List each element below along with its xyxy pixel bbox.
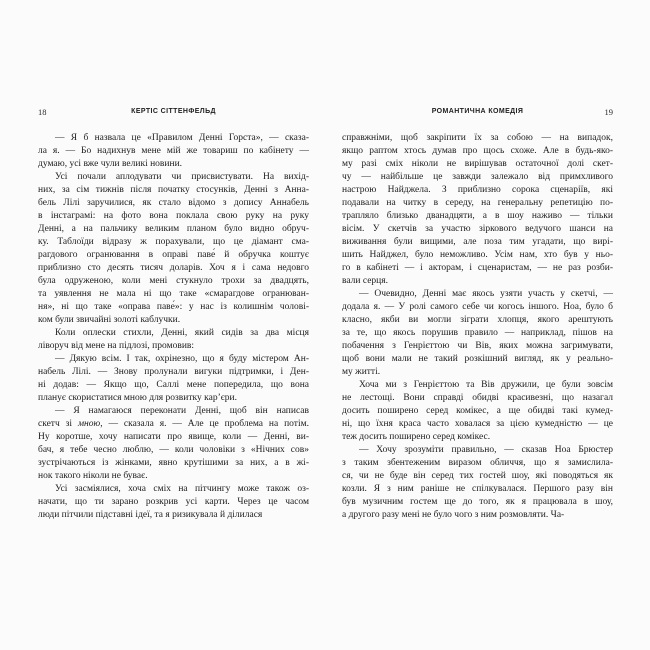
text-line: ла я. — Бо надихнув мене мій же товариш по кабінету — <box>38 146 309 156</box>
text-line: — Я б назвала це «Правилом Денні Горста», — сказа- <box>55 133 309 143</box>
text-line: люди пітчили підставні ідеї, та я ризикувала й ділилася <box>38 510 263 520</box>
text-line: трапляло близько дванадцяти, а в шоу наживо — тільки <box>342 211 613 221</box>
text-line: ся, чи не буде він серед тих гостей шоу, які поводяться як <box>342 471 613 481</box>
text-line: досить поширено серед комікес, а ще обидві такі кумед- <box>342 406 613 416</box>
text-line: Хоча ми з Генрієттою та Вів дружили, це були зовсім <box>359 380 613 390</box>
text-line: не лестощі. Вони справді обидві красивезні, що назагал <box>342 393 613 403</box>
text-line: ку. Таблоїди відразу ж порахували, що це діамант сма- <box>38 237 309 247</box>
text-line: зустрічаються із жінками, явно крутішими за них, а в жі- <box>38 458 309 468</box>
text-line: була одруженою, коли мені стукнуло трохи за двадцять, <box>38 276 309 286</box>
text-line: нок такого ніколи не буває. <box>38 471 148 481</box>
page-body-right <box>342 132 613 522</box>
text-line: побачення з Генрієттою чи Вів, яких можна загримувати, <box>342 341 613 351</box>
text-line: ня», ні що таке «оправа паве́»: у нас із колишнім чолові- <box>38 302 309 312</box>
text-line: ліворуч від мене на підлозі, промовив: <box>38 341 195 351</box>
text-line: бач, я тебе чесно люблю, — коли чоловіки з «Нічних сов» <box>38 445 309 455</box>
text-line: вісім. У скетчів за участю зіркового ведучого шанси на <box>342 224 613 234</box>
text-line: козли. Я з ним раніше не спілкувалася. Першого разу він <box>342 484 613 494</box>
text-line: — Очевидно, Денні має якось узяти участь у скетчі, — <box>359 289 613 299</box>
text-line: щоб вони мали не такий розкішний вигляд, як у реально- <box>342 354 613 364</box>
text-line: чу — найбільше це завжди залежало від примхливого <box>342 172 613 182</box>
text-line: та уявлення не мала ні що таке «смарагдове огранюван- <box>38 289 309 299</box>
text-line: набель Лілі. — Знову пролунали вигуки підтримки, і Ден- <box>38 367 309 377</box>
text-line: — Хочу зрозуміти правильно, — сказав Ноа Брюстер <box>359 445 613 455</box>
text-line: Усі почали аплодувати чи присвистувати. На вихід- <box>55 172 309 182</box>
text-line: — Дякую всім. І так, охрінезно, що я буду містером Ан- <box>55 354 309 364</box>
text-line: якщо раптом хтось думав про щось схоже. Але в будь-яко- <box>342 146 613 156</box>
text-line: подавали на читку в середу, на генеральну репетицію по- <box>342 198 613 208</box>
text-line: з таким збентеженим виразом обличчя, що я замислила- <box>342 458 613 468</box>
text-line: ком були звичайні золоті каблучки. <box>38 315 181 325</box>
text-line: а другого разу мені не було чого з ним розмовляти. Ча- <box>342 510 565 520</box>
book-page-right <box>342 0 613 650</box>
text-line: шить Найджел, було неможливо. Усім нам, хто був у ньо- <box>342 250 613 260</box>
text-line: за те, що якось порушив правило — наприклад, пішов на <box>342 328 613 338</box>
text-line: класно, якби ви могли зіграти хлопця, якого арештують <box>342 315 613 325</box>
text-line: го в кабінеті — і акторам, і сценаристам, — не раз розби- <box>342 263 613 273</box>
page-number-left: 18 <box>38 107 47 117</box>
text-line: бель Лілі заручилися, як стало відомо з допису Аннабель <box>38 198 309 208</box>
text-line: них, за сім тижнів після початку стосунків, Денні з Анна- <box>38 185 309 195</box>
text-line: рагдового огранювання в оправі паве́ й обручка коштує <box>38 250 309 260</box>
running-header-right: РОМАНТИЧНА КОМЕДІЯ <box>431 108 524 115</box>
page-body-left <box>38 132 309 522</box>
text-line: виживання були вищими, але поза тим угадати, що вирі- <box>342 237 613 247</box>
text-line: був музичним гостем ще до того, як я працювала в шоу, <box>342 497 613 507</box>
text-line: му житті. <box>342 367 381 377</box>
text-line: — Я намагаюся переконати Денні, щоб він написав <box>55 406 309 416</box>
page-header-right <box>342 108 613 120</box>
page-header-left <box>38 108 309 120</box>
text-line: планує скористатися мною для розвитку кар’єри. <box>38 393 238 403</box>
text-line: додала я. — У ролі самого себе чи когось іншого. Ноа, було б <box>342 302 613 312</box>
page-number-right: 19 <box>604 107 613 117</box>
text-line: ні, що їхня краса часто ховалася за цією кумедністю — це <box>342 419 613 429</box>
text-line: справжніми, щоб закріпити їх за собою — на випадок, <box>342 133 613 143</box>
text-line: ні додав: — Якщо що, Саллі мене попередила, що вона <box>38 380 309 390</box>
text-line: начати, що ти зарано розкрив усі карти. Через це часом <box>38 497 309 507</box>
book-page-left <box>38 0 309 650</box>
text-line: настрою Найджела. З приблизно сорока сценаріїв, які <box>342 185 613 195</box>
text-line: вали серця. <box>342 276 388 286</box>
text-line: думаю, усі вже чули великі новини. <box>38 159 183 169</box>
text-line: Коли оплески стихли, Денні, який сидів за два місця <box>55 328 309 338</box>
text-line: Ну коротше, хочу написати про явище, коли — Денні, ви- <box>38 432 309 442</box>
text-line: приблизно сто десять тисяч доларів. Хоч я і сама недовго <box>38 263 309 273</box>
text-line: теж досить поширено серед комікес. <box>342 432 491 442</box>
text-line: Усі засміялися, хоча сміх на пітчингу може також оз- <box>55 484 309 494</box>
text-line: Денні, а на пальчику великим планом було видно обруч- <box>38 224 309 234</box>
text-line: скетч зі мною, — сказала я. — Але це проблема на потім. <box>38 419 309 429</box>
text-line: в інстаграмі: на фото вона поклала свою руку на руку <box>38 211 309 221</box>
text-line: му разі сміх ніколи не вирішував остаточної долі скет- <box>342 159 613 169</box>
running-header-left: КЕРТІС СІТТЕНФЕЛЬД <box>131 108 216 115</box>
